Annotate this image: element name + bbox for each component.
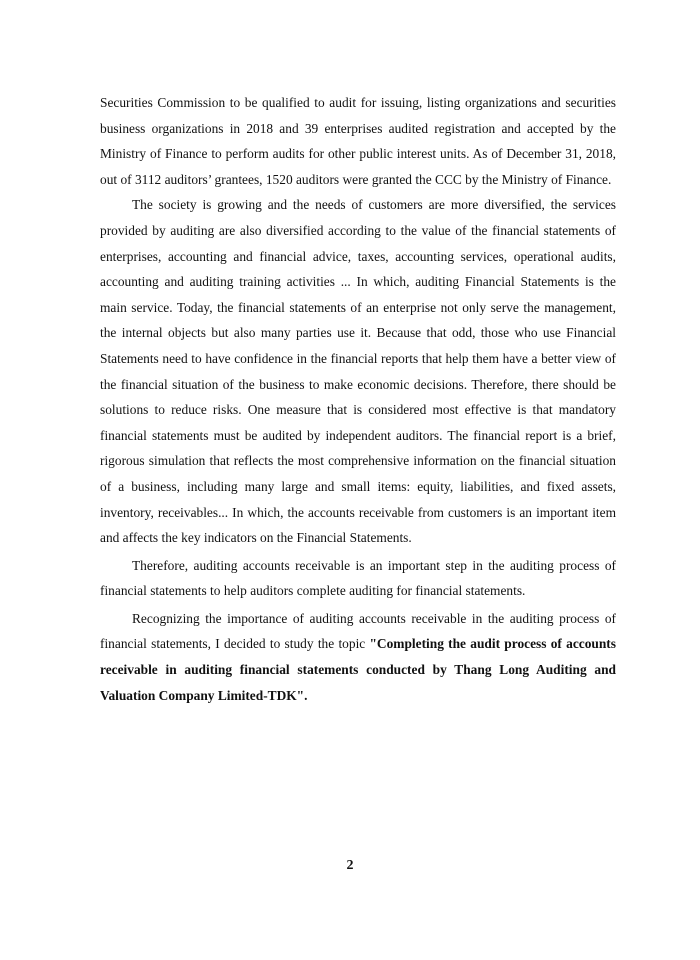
page-number: 2	[346, 858, 354, 873]
body-text	[100, 90, 616, 708]
thesis-topic: "Completing the audit process of accounts receivable in auditing financial statements conducted by Thang Long Auditing and Valuation Company Limited-TDK".	[100, 636, 616, 703]
paragraph-1: Securities Commission to be qualified to audit for issuing, listing organizations and securities business organizations in 2018 and 39 enterprises audited registration and accepted by the Ministry of Finance to perform audits for other public interest units. As of December 31, 2018, out of 3112 auditors’ grantees, 1520 auditors were granted the CCC by the Ministry of Finance.	[100, 95, 616, 187]
paragraph-3: Therefore, auditing accounts receivable is an important step in the auditing process of financial statements to help auditors complete auditing for financial statements.	[100, 557, 616, 599]
paragraph-4	[100, 606, 616, 708]
paragraph-4-intro: Recognizing the importance of auditing accounts receivable in the auditing process of financial statements, I decided to study the topic	[100, 610, 616, 652]
paragraph-2: The society is growing and the needs of customers are more diversified, the services provided by auditing are also diversified according to the value of the financial statements of enterprises, accounting and financial advice, taxes, accounting services, operational audits, accounting and auditing training activities ... In which, auditing Financial Statements is the main service. Today, the financial statements of an enterprise not only serve the management, the internal objects but also many parties use it. Because that odd, those who use Financial Statements need to have confidence in the financial reports that help them have a better view of the financial situation of the business to make economic decisions. Therefore, there should be solutions to reduce risks. One measure that is considered most effective is that mandatory financial statements must be audited by independent auditors. The financial report is a brief, rigorous simulation that reflects the most comprehensive information on the financial situation of a business, including many large and small items: equity, liabilities, and fixed assets, inventory, receivables... In which, the accounts receivable from customers is an important item and affects the key indicators on the Financial Statements.	[100, 197, 616, 546]
